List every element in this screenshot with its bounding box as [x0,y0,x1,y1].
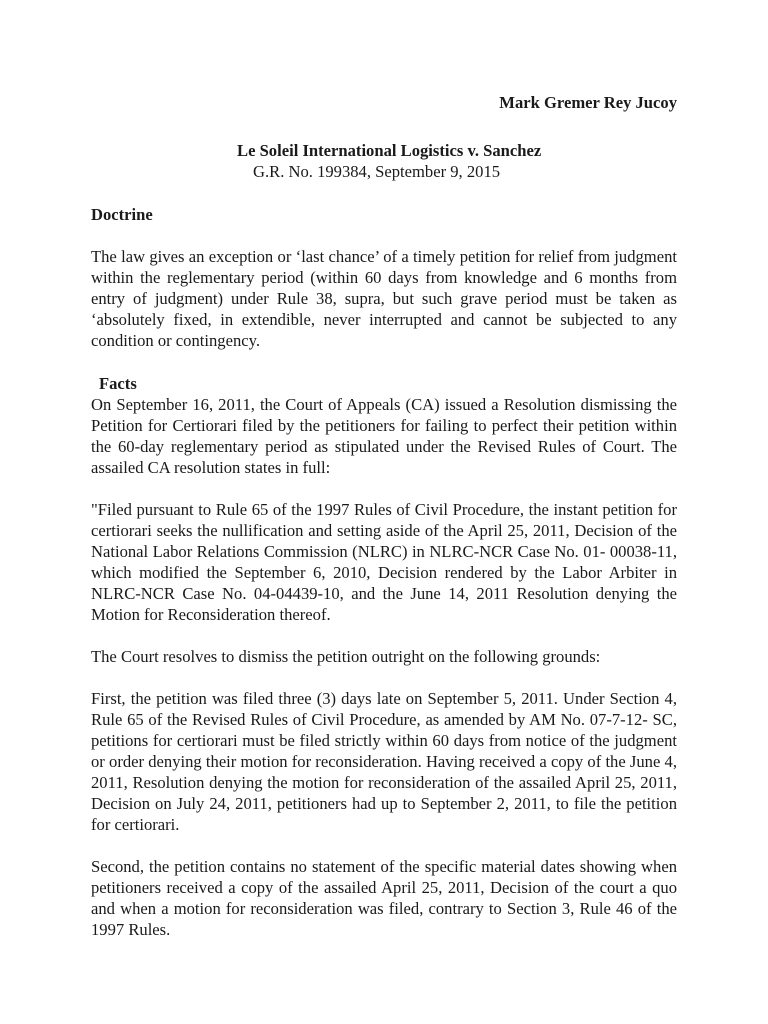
facts-paragraph-2: "Filed pursuant to Rule 65 of the 1997 Rules of Civil Procedure, the instant petition for certiorari seeks the nullification and setting aside of the April 25, 2011, Decision of the National Labor Relations Commission (NLRC) in NLRC-NCR Case No. 01- 00038-11, which modified the September 6, 2010, Decision rendered by the Labor Arbiter in NLRC-NCR Case No. 04-04439-10, and the June 14, 2011 Resolution denying the Motion for Reconsideration thereof. [91,500,677,624]
facts-paragraph-3: The Court resolves to dismiss the petition outright on the following grounds: [91,647,601,666]
facts-paragraph-5: Second, the petition contains no statement of the specific material dates showing when petitioners received a copy of the assailed April 25, 2011, Decision of the court a quo and when a motion for reconsideration was filed, contrary to Section 3, Rule 46 of the 1997 Rules. [91,857,677,939]
facts-paragraph-1: On September 16, 2011, the Court of Appeals (CA) issued a Resolution dismissing the Petition for Certiorari filed by the petitioners for failing to perfect their petition within the 60-day reglementary period as stipulated under the Revised Rules of Court. The assailed CA resolution states in full: [91,395,677,477]
case-title: Le Soleil International Logistics v. Sanchez [237,141,542,160]
facts-paragraph-4: First, the petition was filed three (3) days late on September 5, 2011. Under Section 4, Rule 65 of the Revised Rules of Civil Procedure, as amended by AM No. 07-7-12- SC, petitions for certiorari must be filed strictly within 60 days from notice of the judgment or order denying their motion for reconsideration. Having received a copy of the June 4, 2011, Resolution denying the motion for reconsideration of the assailed April 25, 2011, Decision on July 24, 2011, petitioners had up to September 2, 2011, to file the petition for certiorari. [91,689,677,834]
doctrine-paragraph: The law gives an exception or ‘last chance’ of a timely petition for relief from judgment within the reglementary period (within 60 days from knowledge and 6 months from entry of judgment) under Rule 38, supra, but such grave period must be taken as ‘absolutely fixed, in extendible, never interrupted and cannot be subjected to any condition or contingency. [91,247,677,350]
author-name: Mark Gremer Rey Jucoy [499,93,677,112]
facts-heading: Facts [99,374,137,393]
doctrine-heading: Doctrine [91,205,153,224]
document-page [91,92,677,940]
case-citation: G.R. No. 199384, September 9, 2015 [253,162,501,181]
